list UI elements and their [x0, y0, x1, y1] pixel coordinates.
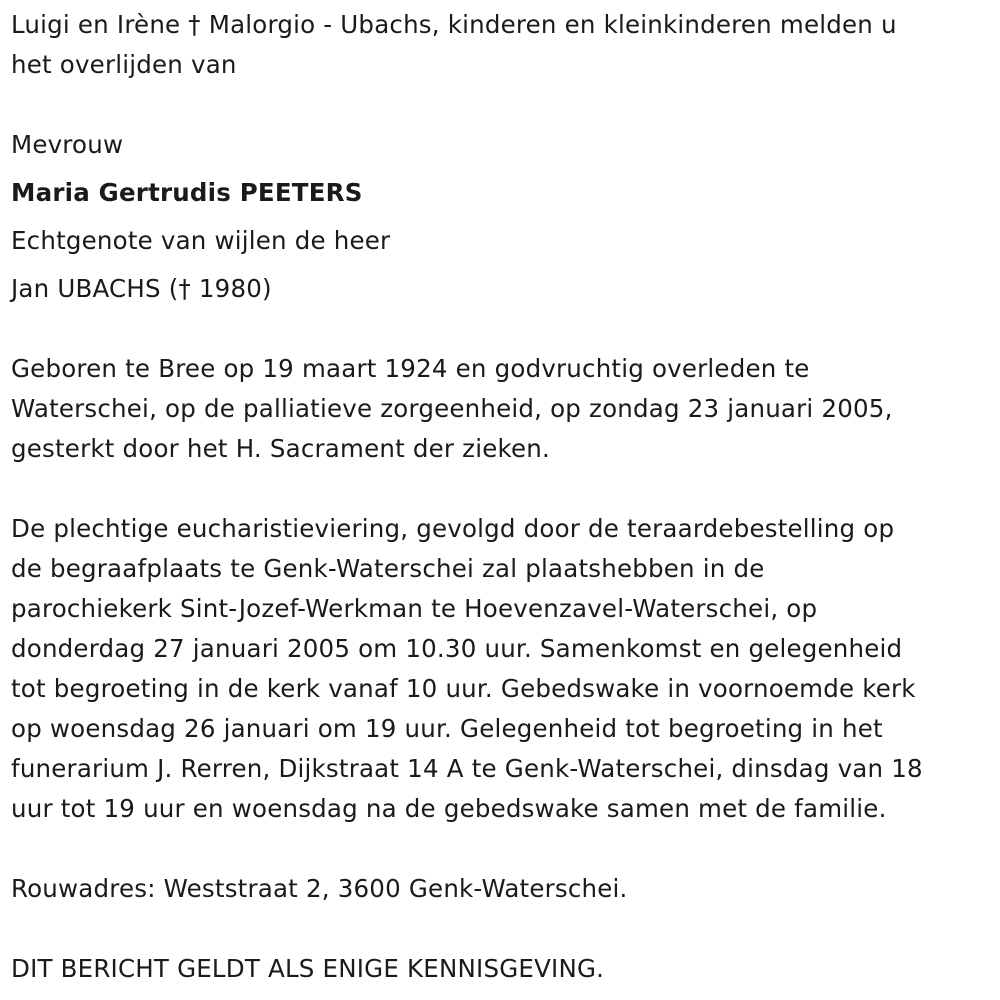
- deceased-name: Maria Gertrudis PEETERS: [11, 178, 363, 207]
- family-announcement: [11, 5, 986, 85]
- text-line: tot begroeting in de kerk vanaf 10 uur. Gebedswake in voornoemde kerk: [11, 674, 916, 703]
- notice-statement: DIT BERICHT GELDT ALS ENIGE KENNISGEVING.: [11, 954, 605, 983]
- text-line: op woensdag 26 januari om 19 uur. Gelegenheid tot begroeting in het: [11, 714, 883, 743]
- text-line: het overlijden van: [11, 50, 237, 79]
- text-line: funerarium J. Rerren, Dijkstraat 14 A te Genk-Waterschei, dinsdag van 18: [11, 754, 923, 783]
- ceremony-paragraph: [11, 509, 986, 829]
- text-line: De plechtige eucharistieviering, gevolgd door de teraardebestelling op: [11, 514, 895, 543]
- text-line: uur tot 19 uur en woensdag na de gebedswake samen met de familie.: [11, 794, 887, 823]
- text-line: Waterschei, op de palliatieve zorgeenheid, op zondag 23 januari 2005,: [11, 394, 893, 423]
- text-line: donderdag 27 januari 2005 om 10.30 uur. Samenkomst en gelegenheid: [11, 634, 903, 663]
- deceased-title: Mevrouw: [11, 130, 124, 159]
- birth-death-paragraph: [11, 349, 986, 469]
- text-line: parochiekerk Sint-Jozef-Werkman te Hoevenzavel-Waterschei, op: [11, 594, 818, 623]
- mourning-address: Rouwadres: Weststraat 2, 3600 Genk-Waterschei.: [11, 874, 628, 903]
- spouse-line: Echtgenote van wijlen de heer: [11, 226, 391, 255]
- text-line: Geboren te Bree op 19 maart 1924 en godvruchtig overleden te: [11, 354, 810, 383]
- spouse-name: Jan UBACHS († 1980): [11, 274, 272, 303]
- text-line: gesterkt door het H. Sacrament der zieken.: [11, 434, 550, 463]
- text-line: de begraafplaats te Genk-Waterschei zal plaatshebben in de: [11, 554, 765, 583]
- text-line: Luigi en Irène † Malorgio - Ubachs, kinderen en kleinkinderen melden u: [11, 10, 897, 39]
